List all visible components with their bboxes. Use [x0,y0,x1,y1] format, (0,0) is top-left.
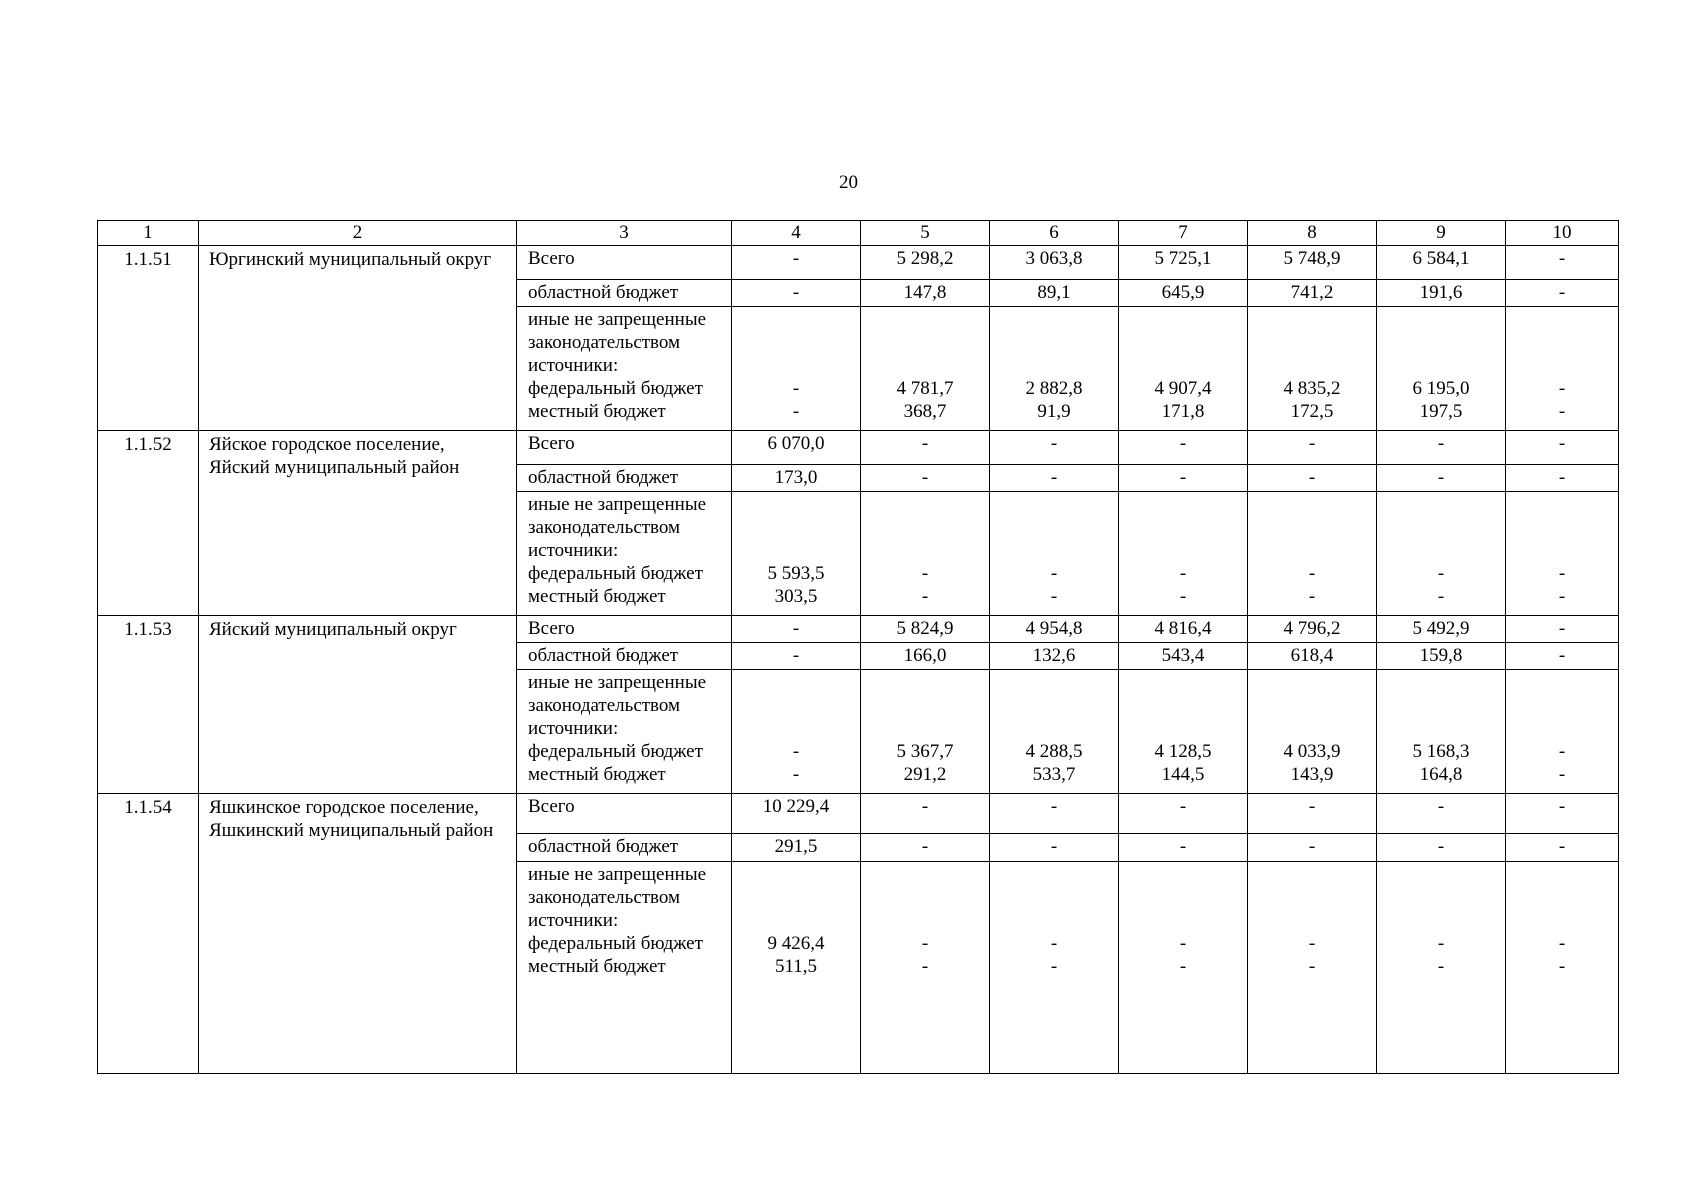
spacer [1377,886,1505,909]
value-cell: - [1437,956,1445,977]
spacer [1377,331,1505,354]
table-row [98,794,1619,834]
value-cell: - [1179,563,1187,584]
spacer [861,331,989,354]
value-cell-group [1119,307,1248,431]
value-cell: - [1050,956,1058,977]
value-cell: 6 195,0 [1412,378,1470,399]
row-name: Юргинский муниципальный округ [199,246,517,431]
spacer [990,717,1118,740]
column-header: 2 [199,221,517,246]
value-cell-group [1119,670,1248,794]
spacer [1506,493,1618,516]
value-cell: 147,8 [861,280,990,307]
value-cell: - [1119,834,1248,862]
other-sources-label: законодательством [528,887,681,908]
value-cell-group [861,492,990,616]
spacer [732,694,860,717]
spacer [990,886,1118,909]
value-cell: - [1506,246,1619,280]
spacer [1119,717,1247,740]
spacer [1506,308,1618,331]
value-cell: - [1179,956,1187,977]
spacer [1377,308,1505,331]
budget-table [97,220,1619,1074]
value-cell-group [1248,670,1377,794]
source-label: местный бюджет [528,956,666,977]
value-cell: - [732,246,861,280]
value-cell: - [1377,794,1506,834]
row-name: Яйский муниципальный округ [199,616,517,794]
value-cell: - [1050,933,1058,954]
value-cell: 4 954,8 [990,616,1119,643]
value-cell: - [1308,586,1316,607]
value-cell-group [990,307,1119,431]
column-header: 9 [1377,221,1506,246]
value-cell: - [1119,465,1248,492]
value-cell: 143,9 [1290,764,1334,785]
source-label: областной бюджет [517,643,732,670]
spacer [1377,909,1505,932]
value-cell: 191,6 [1377,280,1506,307]
spacer [1506,671,1618,694]
source-label: местный бюджет [528,401,666,422]
value-cell: - [990,465,1119,492]
spacer [1506,331,1618,354]
spacer [1119,539,1247,562]
value-cell: - [1377,465,1506,492]
value-cell-group [1248,492,1377,616]
value-cell: - [1119,431,1248,465]
value-cell: 144,5 [1161,764,1205,785]
source-label: местный бюджет [528,764,666,785]
spacer [732,717,860,740]
spacer [861,694,989,717]
other-sources-label: источники: [528,718,619,739]
spacer [1119,671,1247,694]
value-cell-group [1377,307,1506,431]
value-cell: - [792,378,800,399]
spacer [1506,863,1618,886]
source-label: Всего [517,794,732,834]
value-cell: 2 882,8 [1025,378,1083,399]
value-cell: - [1506,616,1619,643]
column-header: 5 [861,221,990,246]
value-cell: 645,9 [1119,280,1248,307]
value-cell: - [1179,933,1187,954]
spacer [990,331,1118,354]
spacer [1119,331,1247,354]
other-sources-label: законодательством [528,695,681,716]
spacer [1248,354,1376,377]
source-label: областной бюджет [517,280,732,307]
value-cell: - [1248,431,1377,465]
value-cell: 6 584,1 [1377,246,1506,280]
row-name: Яйское городское поселение, Яйский муниципальный район [199,431,517,616]
spacer [1248,909,1376,932]
spacer [732,308,860,331]
value-cell-group [732,862,861,1074]
value-cell: 618,4 [1248,643,1377,670]
value-cell: - [861,431,990,465]
spacer [1248,539,1376,562]
value-cell: 10 229,4 [732,794,861,834]
spacer [1119,886,1247,909]
other-sources-label: иные не запрещенные [528,309,707,330]
value-cell: - [1558,933,1566,954]
column-header-row [98,221,1619,246]
spacer [1506,694,1618,717]
value-cell: 197,5 [1419,401,1463,422]
spacer [1248,331,1376,354]
column-header: 10 [1506,221,1619,246]
value-cell: 4 781,7 [896,378,954,399]
row-number: 1.1.52 [98,431,199,616]
value-cell: - [1506,465,1619,492]
source-label: федеральный бюджет [528,933,703,954]
value-cell: 166,0 [861,643,990,670]
row-number: 1.1.53 [98,616,199,794]
column-header: 6 [990,221,1119,246]
spacer [732,909,860,932]
value-cell: - [1179,586,1187,607]
value-cell: 4 288,5 [1025,741,1083,762]
value-cell: - [1377,431,1506,465]
value-cell-group [1377,670,1506,794]
row-number: 1.1.54 [98,794,199,1074]
value-cell: - [1558,956,1566,977]
other-sources-label: законодательством [528,517,681,538]
other-sources-label: источники: [528,910,619,931]
column-header: 4 [732,221,861,246]
spacer [1506,886,1618,909]
value-cell: 172,5 [1290,401,1334,422]
value-cell: 5 168,3 [1412,741,1470,762]
spacer [861,717,989,740]
source-label: федеральный бюджет [528,563,703,584]
value-cell: - [1558,378,1566,399]
value-cell: - [1558,401,1566,422]
spacer [990,308,1118,331]
spacer [861,863,989,886]
value-cell-group [1506,492,1619,616]
spacer [1248,671,1376,694]
source-label: областной бюджет [517,834,732,862]
value-cell-group [1506,670,1619,794]
spacer [732,886,860,909]
spacer [1506,516,1618,539]
value-cell-group [861,862,990,1074]
spacer [1248,516,1376,539]
value-cell: - [1119,794,1248,834]
value-cell: - [921,586,929,607]
value-cell: 5 298,2 [861,246,990,280]
other-sources-label: источники: [528,355,619,376]
value-cell: 6 070,0 [732,431,861,465]
spacer [861,886,989,909]
value-cell-group [990,862,1119,1074]
other-sources-label: источники: [528,540,619,561]
value-cell: 171,8 [1161,401,1205,422]
value-cell: 9 426,4 [767,933,825,954]
value-cell: - [792,764,800,785]
column-header: 1 [98,221,199,246]
value-cell: 91,9 [1037,401,1071,422]
value-cell: 741,2 [1248,280,1377,307]
value-cell: - [732,643,861,670]
source-label-group [517,492,732,616]
spacer [1377,516,1505,539]
other-sources-label: иные не запрещенные [528,672,707,693]
table-row [98,246,1619,280]
spacer [1248,863,1376,886]
spacer [1119,308,1247,331]
value-cell: 4 835,2 [1283,378,1341,399]
spacer [990,493,1118,516]
spacer [861,909,989,932]
value-cell: 4 816,4 [1119,616,1248,643]
value-cell-group [1506,307,1619,431]
value-cell: - [792,741,800,762]
spacer [1248,694,1376,717]
value-cell: - [1248,794,1377,834]
table-body [98,221,1619,1074]
value-cell: - [732,280,861,307]
spacer [1119,516,1247,539]
source-label: федеральный бюджет [528,741,703,762]
value-cell: 511,5 [774,956,818,977]
value-cell: 173,0 [732,465,861,492]
value-cell: - [921,563,929,584]
value-cell: - [990,834,1119,862]
value-cell: - [1437,933,1445,954]
value-cell-group [1248,862,1377,1074]
value-cell: 164,8 [1419,764,1463,785]
value-cell: 5 593,5 [767,563,825,584]
value-cell: - [1506,794,1619,834]
value-cell: 5 824,9 [861,616,990,643]
spacer [1377,717,1505,740]
spacer [1506,539,1618,562]
value-cell: 3 063,8 [990,246,1119,280]
source-label: областной бюджет [517,465,732,492]
value-cell: - [1050,586,1058,607]
spacer [861,539,989,562]
spacer [1377,539,1505,562]
value-cell: - [921,956,929,977]
value-cell: 4 907,4 [1154,378,1212,399]
value-cell-group [732,670,861,794]
spacer [732,671,860,694]
value-cell: - [861,794,990,834]
column-header: 3 [517,221,732,246]
source-label: Всего [517,246,732,280]
value-cell: - [921,933,929,954]
spacer [861,671,989,694]
value-cell: - [1308,563,1316,584]
source-label-group [517,670,732,794]
value-cell: 159,8 [1377,643,1506,670]
value-cell-group [732,492,861,616]
value-cell: 303,5 [774,586,818,607]
value-cell: 132,6 [990,643,1119,670]
value-cell-group [990,492,1119,616]
value-cell: - [1506,643,1619,670]
other-sources-label: иные не запрещенные [528,864,707,885]
spacer [1119,493,1247,516]
spacer [861,493,989,516]
spacer [732,493,860,516]
spacer [1248,717,1376,740]
value-cell: - [1558,563,1566,584]
spacer [1506,909,1618,932]
value-cell: - [990,794,1119,834]
value-cell: 4 796,2 [1248,616,1377,643]
column-header: 7 [1119,221,1248,246]
source-label-group [517,862,732,1074]
spacer [1506,354,1618,377]
value-cell-group [1248,307,1377,431]
spacer [990,354,1118,377]
column-header: 8 [1248,221,1377,246]
value-cell: - [1558,764,1566,785]
value-cell: 5 748,9 [1248,246,1377,280]
spacer [990,516,1118,539]
value-cell: - [732,616,861,643]
spacer [990,694,1118,717]
source-label: Всего [517,616,732,643]
row-name: Яшкинское городское поселение, Яшкинский муниципальный район [199,794,517,1074]
value-cell: - [1308,933,1316,954]
spacer [732,331,860,354]
value-cell: - [1248,834,1377,862]
value-cell-group [990,670,1119,794]
value-cell-group [1506,862,1619,1074]
source-label-group [517,307,732,431]
value-cell-group [861,670,990,794]
other-sources-label: иные не запрещенные [528,494,707,515]
value-cell: - [1506,834,1619,862]
value-cell: - [861,465,990,492]
page-number: 20 [839,172,858,193]
value-cell: 4 033,9 [1283,741,1341,762]
spacer [732,539,860,562]
spacer [1248,493,1376,516]
spacer [861,516,989,539]
spacer [990,863,1118,886]
table-row [98,431,1619,465]
spacer [1377,671,1505,694]
value-cell: - [1506,431,1619,465]
spacer [1248,308,1376,331]
value-cell: 543,4 [1119,643,1248,670]
table-row [98,616,1619,643]
value-cell: - [1437,563,1445,584]
value-cell-group [1119,862,1248,1074]
spacer [861,354,989,377]
row-number: 1.1.51 [98,246,199,431]
spacer [1506,717,1618,740]
spacer [732,863,860,886]
spacer [1248,886,1376,909]
value-cell: - [1558,586,1566,607]
spacer [1119,354,1247,377]
value-cell: - [1248,465,1377,492]
value-cell: 291,5 [732,834,861,862]
value-cell: 291,2 [903,764,947,785]
value-cell: 533,7 [1032,764,1076,785]
spacer [1377,493,1505,516]
value-cell: - [1506,280,1619,307]
value-cell-group [732,307,861,431]
value-cell: - [792,401,800,422]
source-label: Всего [517,431,732,465]
spacer [990,671,1118,694]
value-cell-group [861,307,990,431]
value-cell: 5 492,9 [1377,616,1506,643]
value-cell: - [1437,586,1445,607]
spacer [732,354,860,377]
value-cell: - [861,834,990,862]
value-cell: - [1308,956,1316,977]
value-cell: 5 725,1 [1119,246,1248,280]
spacer [1119,863,1247,886]
spacer [1377,863,1505,886]
value-cell: - [1377,834,1506,862]
value-cell-group [1377,492,1506,616]
source-label: федеральный бюджет [528,378,703,399]
spacer [1119,909,1247,932]
source-label: местный бюджет [528,586,666,607]
value-cell-group [1119,492,1248,616]
value-cell: - [1050,563,1058,584]
spacer [1377,354,1505,377]
spacer [990,909,1118,932]
value-cell: 4 128,5 [1154,741,1212,762]
spacer [861,308,989,331]
spacer [990,539,1118,562]
spacer [732,516,860,539]
value-cell: 368,7 [903,401,947,422]
value-cell-group [1377,862,1506,1074]
value-cell: - [990,431,1119,465]
other-sources-label: законодательством [528,332,681,353]
spacer [1119,694,1247,717]
spacer [1377,694,1505,717]
value-cell: - [1558,741,1566,762]
value-cell: 5 367,7 [896,741,954,762]
value-cell: 89,1 [990,280,1119,307]
